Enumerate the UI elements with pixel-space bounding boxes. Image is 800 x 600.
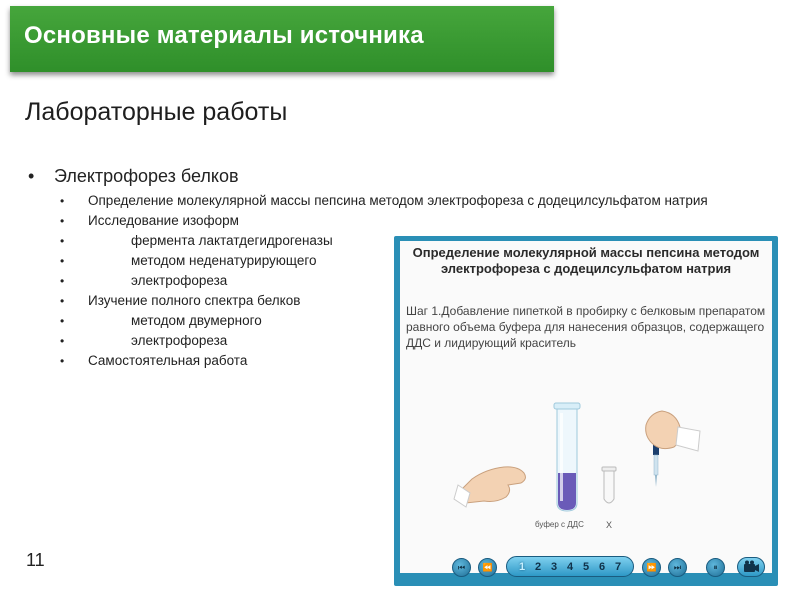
player-stage bbox=[400, 241, 772, 573]
slide-subtitle: Лабораторные работы bbox=[25, 98, 288, 126]
list-item-text: электрофореза bbox=[131, 333, 228, 348]
list-item-text: Самостоятельная работа bbox=[88, 353, 248, 368]
list-item-text: Изучение полного спектра белков bbox=[88, 293, 301, 308]
hand-left-icon bbox=[454, 467, 525, 507]
page-button-4[interactable]: 4 bbox=[566, 561, 574, 573]
bullet-icon: • bbox=[60, 194, 65, 208]
bullet-icon: • bbox=[60, 354, 65, 368]
bullet-icon: • bbox=[60, 334, 65, 348]
player-step-text: Шаг 1.Добавление пипеткой в пробирку с белковым препаратом равного объема буфера для нанесения образцов, содержащего ДДС и лидирующий краситель bbox=[406, 304, 766, 350]
buffer-label: буфер с ДДС bbox=[535, 520, 584, 529]
camera-icon bbox=[738, 558, 764, 576]
title-banner bbox=[10, 6, 554, 72]
list-item-text: методом неденатурирующего bbox=[131, 253, 317, 268]
test-tube-icon bbox=[554, 403, 580, 511]
list-item-text: методом двумерного bbox=[131, 313, 262, 328]
bullet-icon: • bbox=[28, 166, 35, 186]
bullet-icon: • bbox=[60, 294, 65, 308]
page-selector bbox=[506, 556, 634, 577]
animation-player bbox=[394, 236, 778, 586]
forward-button[interactable]: ⏩ bbox=[642, 558, 661, 577]
rewind-button[interactable]: ⏪ bbox=[478, 558, 497, 577]
bullet-icon: • bbox=[60, 314, 65, 328]
page-button-2[interactable]: 2 bbox=[534, 561, 542, 573]
page-button-7[interactable]: 7 bbox=[614, 561, 622, 573]
page-button-1[interactable]: 1 bbox=[518, 561, 526, 573]
pause-button[interactable]: ⏸ bbox=[706, 558, 725, 577]
last-button[interactable]: ⏭ bbox=[668, 558, 687, 577]
lab-illustration bbox=[400, 241, 772, 573]
bullet-icon: • bbox=[60, 274, 65, 288]
page-number: 11 bbox=[26, 550, 45, 570]
small-tube-icon bbox=[602, 467, 616, 503]
list-item-text: Определение молекулярной массы пепсина методом электрофореза с додецилсульфатом натрия bbox=[88, 193, 708, 208]
page-button-5[interactable]: 5 bbox=[582, 561, 590, 573]
list-item-text: фермента лактатдегидрогеназы bbox=[131, 233, 333, 248]
camera-button[interactable] bbox=[737, 557, 765, 577]
bullet-icon: • bbox=[60, 214, 65, 228]
list-item-text: электрофореза bbox=[131, 273, 228, 288]
hand-pipette-icon bbox=[646, 411, 700, 487]
list-item bbox=[60, 193, 760, 209]
player-title: Определение молекулярной массы пепсина методом электрофореза с додецилсульфатом натрия bbox=[412, 245, 760, 276]
slide-title: Основные материалы источника bbox=[24, 22, 424, 49]
list-item-text: Исследование изоформ bbox=[88, 213, 239, 228]
bullet-icon: • bbox=[60, 234, 65, 248]
list-item bbox=[60, 213, 760, 229]
bullet-icon: • bbox=[60, 254, 65, 268]
first-button[interactable]: ⏮ bbox=[452, 558, 471, 577]
bullet-level1-text: Электрофорез белков bbox=[54, 166, 239, 186]
bullet-level1 bbox=[28, 166, 239, 187]
page-button-3[interactable]: 3 bbox=[550, 561, 558, 573]
sample-label: Х bbox=[606, 520, 613, 530]
page-button-6[interactable]: 6 bbox=[598, 561, 606, 573]
